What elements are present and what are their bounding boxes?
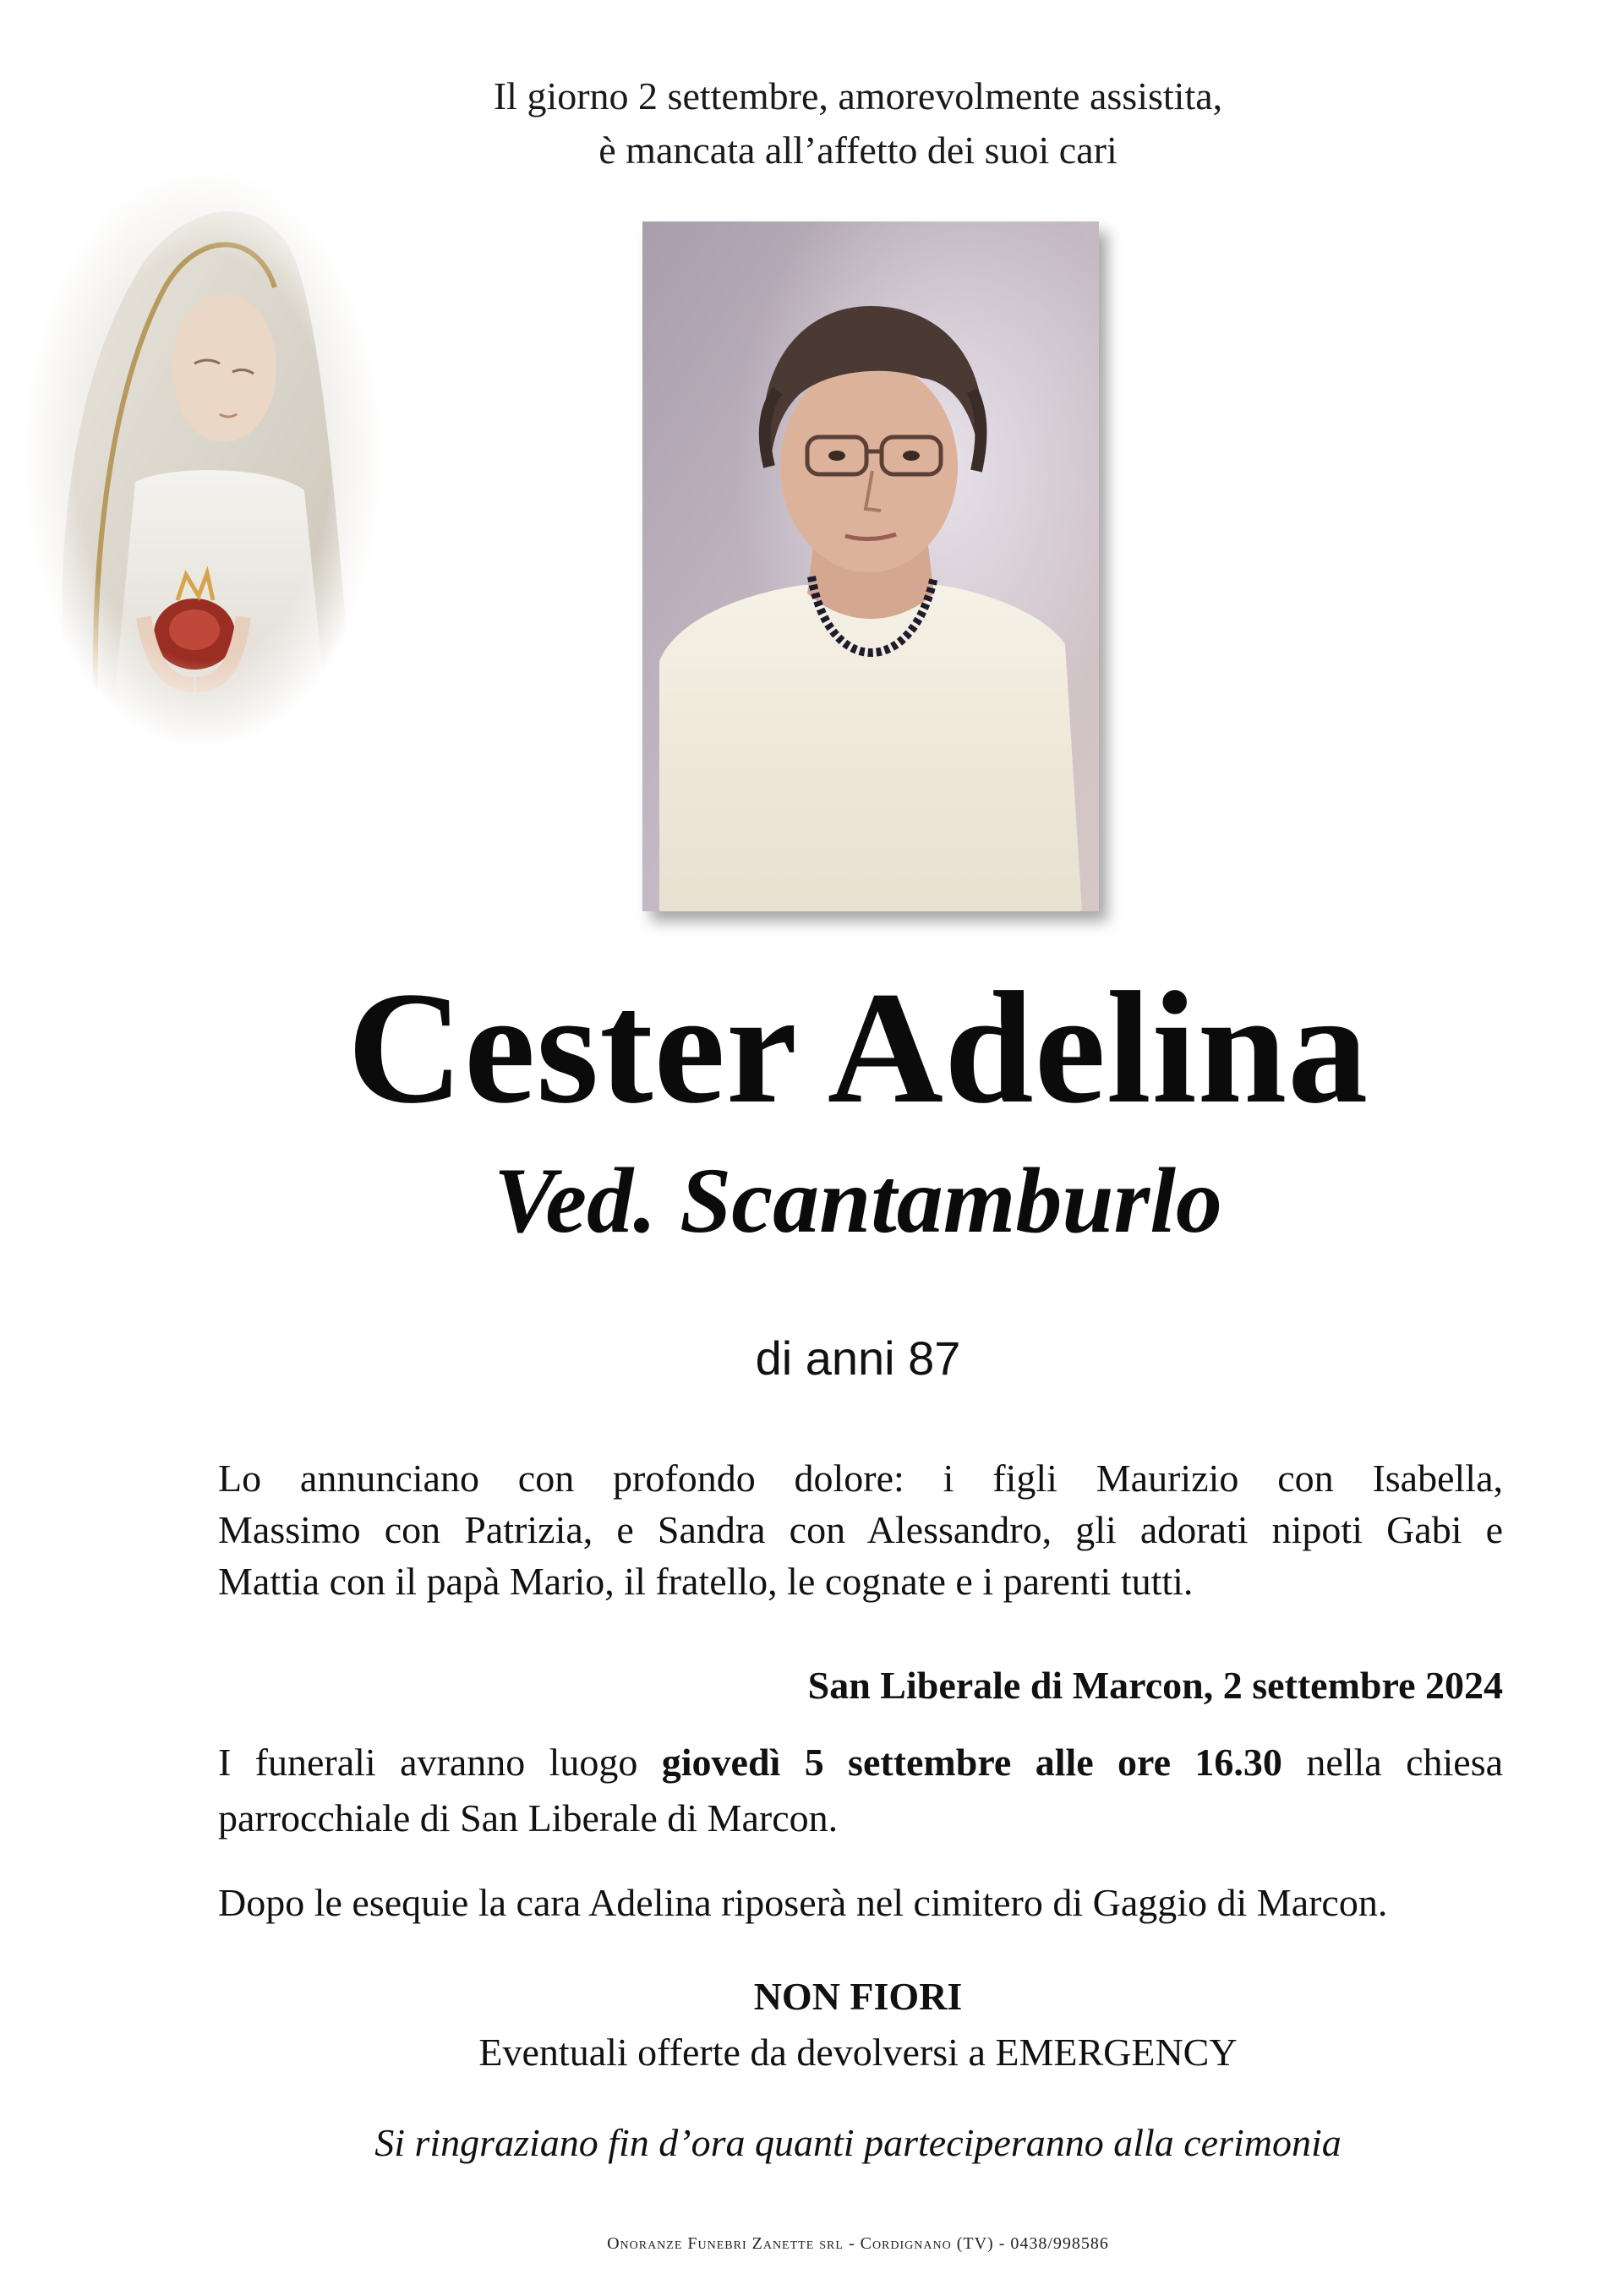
intro-line-2: è mancata all’affetto dei suoi cari [598, 128, 1118, 172]
funeral-when: giovedì 5 settembre alle ore 16.30 [661, 1741, 1282, 1784]
funeral-prefix: I funerali avranno luogo [218, 1741, 638, 1784]
widow-of: Ved. Scantamburlo [494, 1149, 1222, 1252]
announcement-line-2: Massimo con Patrizia, e Sandra con Alessandro, gli adorati nipoti Gabi e [218, 1508, 1503, 1551]
footer-funeral-home: Onoranze Funebri Zanette srl - Cordignano (TV) - 0438/998586 [607, 2234, 1109, 2253]
place-date: San Liberale di Marcon, 2 settembre 2024 [807, 1664, 1503, 1707]
announcement-line-3: Mattia con il papà Mario, il fratello, le cognate e i parenti tutti. [218, 1560, 1194, 1603]
announcement-line-1: Lo annunciano con profondo dolore: i figli Maurizio con Isabella, [218, 1457, 1503, 1500]
non-fiori-notice: NON FIORI [753, 1975, 963, 2018]
thanks-text: Si ringraziano fin d’ora quanti parteciperanno alla cerimonia [374, 2121, 1342, 2164]
burial-text: Dopo le esequie la cara Adelina riposerà nel cimitero di Gaggio di Marcon. [218, 1881, 1388, 1924]
deceased-name: Cester Adelina [347, 959, 1369, 1137]
announcement-paragraph [218, 1452, 1503, 1607]
funeral-line-2: parrocchiale di San Liberale di Marcon. [218, 1796, 839, 1840]
funeral-line-1 [218, 1735, 1503, 1790]
funeral-suffix: nella chiesa [1306, 1741, 1504, 1784]
offers-text: Eventuali offerte da devolversi a EMERGENCY [478, 2031, 1238, 2074]
madonna-image [17, 161, 389, 752]
intro-line-1: Il giorno 2 settembre, amorevolmente assistita, [493, 74, 1223, 118]
portrait-photo [642, 221, 1099, 911]
age: di anni 87 [755, 1331, 961, 1385]
funeral-paragraph [218, 1735, 1503, 1846]
